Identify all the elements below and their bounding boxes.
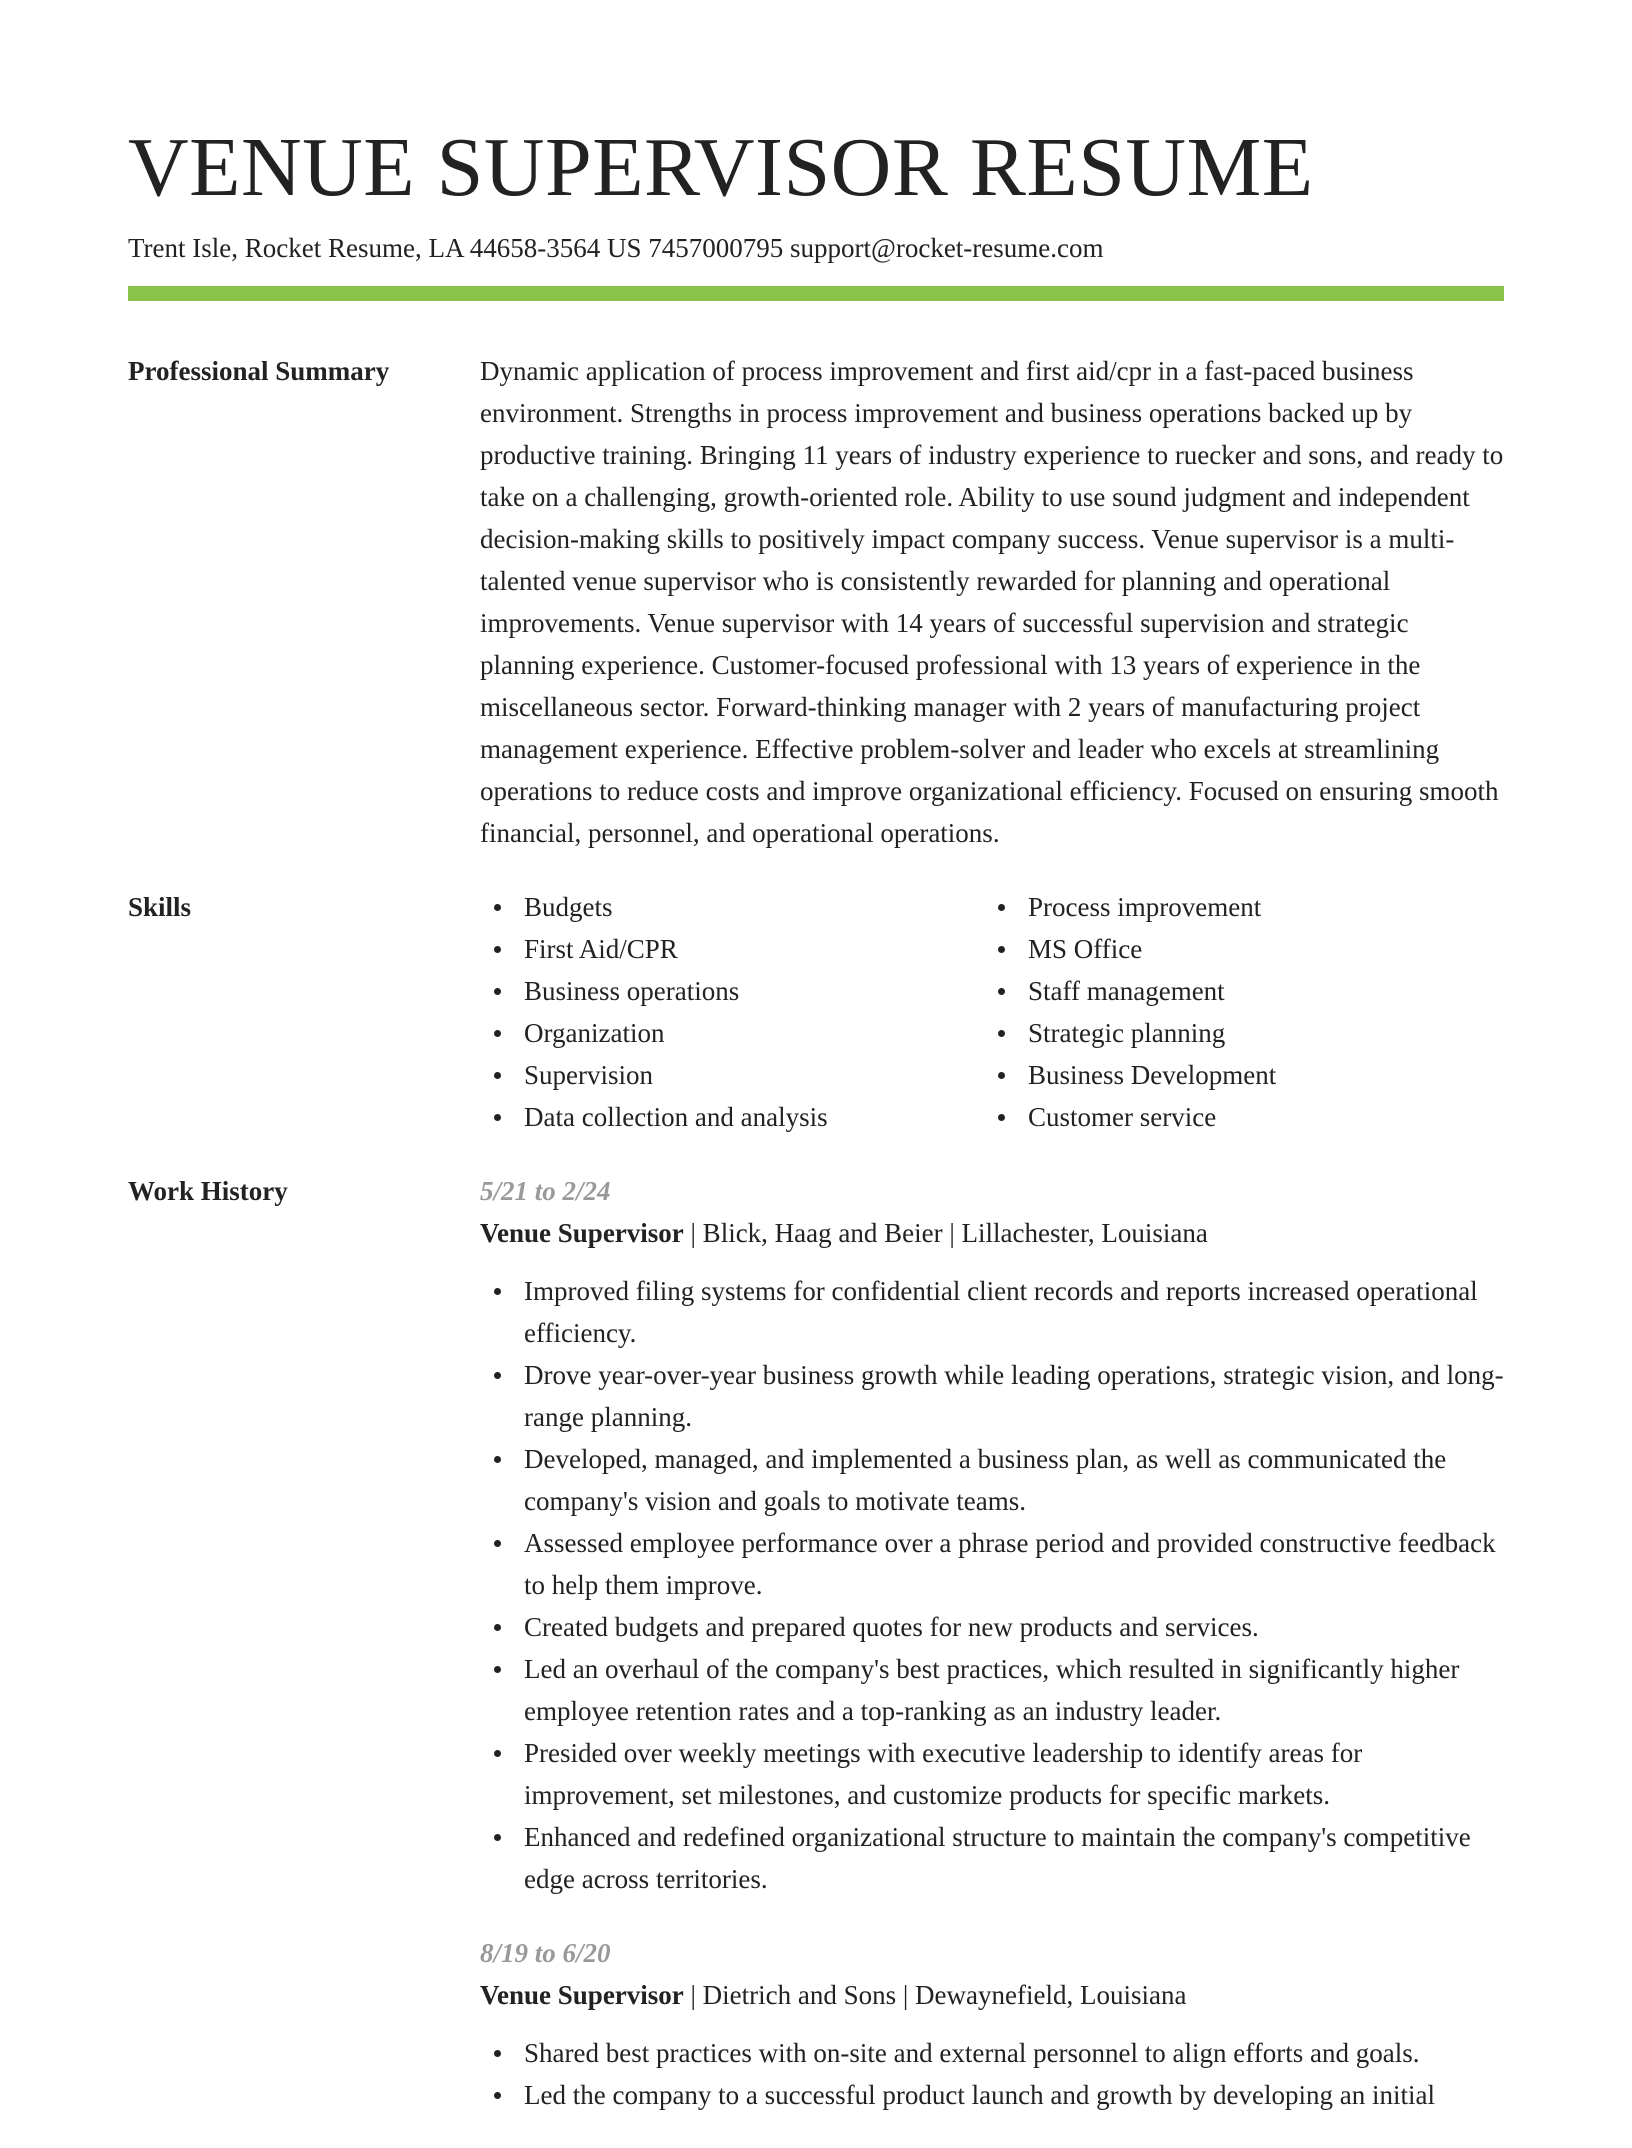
skill-item: Staff management [1028, 970, 1488, 1012]
job-dates: 5/21 to 2/24 [480, 1176, 611, 1206]
job-entry [480, 1932, 1504, 2116]
skill-item: MS Office [1028, 928, 1488, 970]
skill-item: Budgets [524, 886, 984, 928]
job-bullet: Assessed employee performance over a phrase period and provided constructive feedback to help them improve. [524, 1522, 1504, 1606]
job-bullet: Enhanced and redefined organizational structure to maintain the company's competitive edge across territories. [524, 1816, 1504, 1900]
job-bullet: Drove year-over-year business growth while leading operations, strategic vision, and long-range planning. [524, 1354, 1504, 1438]
job-bullets [480, 1270, 1504, 1900]
skills-list-right [984, 886, 1488, 1138]
summary-text: Dynamic application of process improvement and first aid/cpr in a fast-paced business environment. Strengths in process improvement and business operations backed up by productive training. Bringing 11 years of industry experience to ruecker and sons, and ready to take on a challenging, growth-oriented role. Ability to use sound judgment and independent decision-making skills to positively impact company success. Venue supervisor is a multi-talented venue supervisor who is consistently rewarded for planning and operational improvements. Venue supervisor with 14 years of successful supervision and strategic planning experience. Customer-focused professional with 13 years of experience in the miscellaneous sector. Forward-thinking manager with 2 years of manufacturing project management experience. Effective problem-solver and leader who excels at streamlining operations to reduce costs and improve organizational efficiency. Focused on ensuring smooth financial, personnel, and operational operations. [480, 356, 1504, 848]
header-divider [128, 286, 1504, 301]
summary-body [480, 350, 1504, 854]
skill-item: Data collection and analysis [524, 1096, 984, 1138]
work-history-body [480, 1170, 1504, 2148]
skills-heading: Skills [128, 892, 192, 922]
job-bullets [480, 2032, 1504, 2116]
skills-columns [480, 886, 1504, 1138]
job-heading [480, 1212, 1504, 1254]
job-bullet: Presided over weekly meetings with executive leadership to identify areas for improvement, set milestones, and customize products for specific markets. [524, 1732, 1504, 1816]
job-details: | Dietrich and Sons | Dewaynefield, Louisiana [683, 1980, 1187, 2010]
skills-list-left [480, 886, 984, 1138]
skill-item: Customer service [1028, 1096, 1488, 1138]
skill-item: Process improvement [1028, 886, 1488, 928]
skills-body [480, 886, 1504, 1138]
job-bullet: Led an overhaul of the company's best practices, which resulted in significantly higher employee retention rates and a top-ranking as an industry leader. [524, 1648, 1504, 1732]
summary-heading: Professional Summary [128, 356, 390, 386]
skill-item: First Aid/CPR [524, 928, 984, 970]
skill-item: Business operations [524, 970, 984, 1012]
work-history-heading: Work History [128, 1176, 288, 1206]
job-bullet: Created budgets and prepared quotes for new products and services. [524, 1606, 1504, 1648]
job-details: | Blick, Haag and Beier | Lillachester, Louisiana [683, 1218, 1208, 1248]
job-bullet: Developed, managed, and implemented a business plan, as well as communicated the company's vision and goals to motivate teams. [524, 1438, 1504, 1522]
skill-item: Organization [524, 1012, 984, 1054]
skill-item: Business Development [1028, 1054, 1488, 1096]
skill-item: Supervision [524, 1054, 984, 1096]
job-entry [480, 1170, 1504, 1900]
job-bullet: Shared best practices with on-site and external personnel to align efforts and goals. [524, 2032, 1504, 2074]
skill-item: Strategic planning [1028, 1012, 1488, 1054]
resume-title: VENUE SUPERVISOR RESUME [128, 121, 1314, 214]
contact-line: Trent Isle, Rocket Resume, LA 44658-3564 US 7457000795 support@rocket-resume.com [128, 233, 1104, 263]
job-dates: 8/19 to 6/20 [480, 1938, 611, 1968]
job-heading [480, 1974, 1504, 2016]
job-bullet: Improved filing systems for confidential client records and reports increased operational efficiency. [524, 1270, 1504, 1354]
job-title: Venue Supervisor [480, 1980, 684, 2010]
job-title: Venue Supervisor [480, 1218, 684, 1248]
job-bullet: Led the company to a successful product launch and growth by developing an initial [524, 2074, 1504, 2116]
